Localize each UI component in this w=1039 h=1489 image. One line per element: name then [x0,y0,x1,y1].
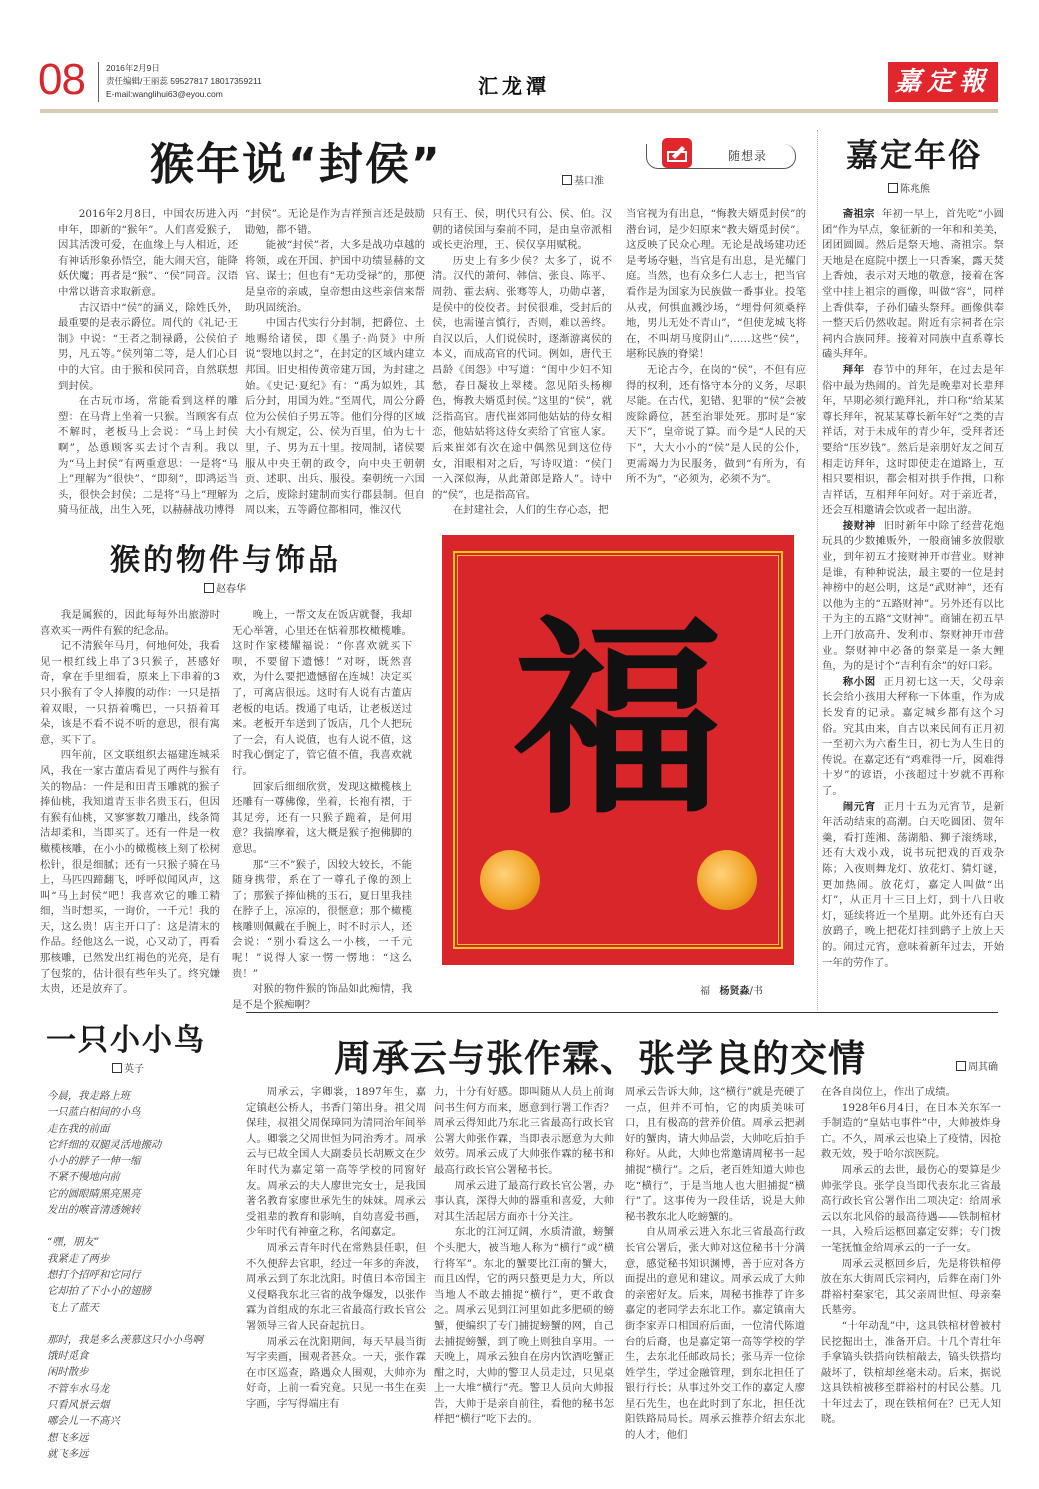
custom-text: 年初一早上，首先吃“小圆团”作为早点，象征新的一年和和美美，团团圆圆。然后是祭天地、斋祖宗。祭天地是在庭院中摆上一只香案，露天焚上香烛，表示对天地的敬意，接着在客堂中挂上祖宗的画像，叫做“容”，同样上香供奉，子孙们磕头祭拜。画像供奉一整天后仍然收起。附近有宗祠者在宗祠内合族同拜。接着对同族中直系尊长磕头拜年。 [822,208,1005,361]
headline-poem: 一只小小鸟 [46,1023,206,1058]
paragraph: 周承云青年时代在常熟县任职，但不久便辞去官职，经过一年多的奔波，周承云到了东北沈阳。时值日本帝国主义侵略我东北三省的战争爆发，以张作霖为首组成的东北三省最高行政长官公署领导三省人民奋起抗日。 [246,1241,426,1332]
poem-line: 我紧走了两步 [47,1252,110,1265]
fu-character: 福 [512,596,723,843]
paragraph: 能被“封侯”者，大多是战功卓越的将领，或在开国、护国中功绩显赫的文官、谋士；但也有“无功受禄”的，那便是皇帝的亲戚，皇帝想由这些亲信来帮助巩固统治。 [245,239,425,314]
paragraph: 周承云灵柩回乡后，先是将铁棺停放在东大街周氏宗祠内，后葬在南门外群裕村秦家宅，其父亲周世恒、母亲秦氏墓旁。 [821,1257,1001,1317]
page-number: 08 [38,55,85,104]
paragraph: 回家后细细欣赏，发现这橄榄核上还雕有一尊佛像，坐着，长袍有褶，于其足旁，还有一只猴子跪着，是何用意？我揣摩着，这大概是猴子抱佛脚的意思。 [232,780,412,855]
custom-keyword: 接财神 [842,519,876,532]
poem-line: 想飞多远 [47,1431,89,1444]
poem-line: 想打个招呼和它同行 [47,1268,141,1281]
custom-keyword: 称小囡 [842,675,876,688]
paragraph: 当官视为有出息，“悔教夫婿觅封侯”的潜台词，是少妇原来“教夫婿觅封侯”。这反映了民众心理。无论是战场建功还是考场夺魁，当官是有出息，是光耀门庭。当然，也有众多仁人志士，把当官看作是为国家为民族做一番事业。投笔从戎，何惧血溅沙场，“埋骨何须桑梓地，男儿无处不青山”，“但使龙城飞将在，不叫胡马度阴山”……这些“侯”，堪称民族的脊梁！ [626,208,806,361]
poem-line: 今晨，我走路上班 [47,1090,131,1102]
custom-text: 旧时新年中除了经营花炮玩具的少数摊贩外，一般商铺多放假歇业，到年初五才接财神开市营业。财神是谁，有种种说法，最主要的一位是封神榜中的赵公明，这是“武财神”，还有以他为主的“五路财神”。另外还有以比干为主的五路“文财神”。商铺在初五早上开门放高升、发利市、祭财神开市营业。祭财神中必备的祭菜是一条大鲤鱼，为的是讨个“吉利有余”的好口彩。 [822,519,1005,673]
badge-label: 随想录 [728,149,768,163]
poem-line: 小小的脖子一伸一缩 [47,1155,141,1168]
customs-column [822,207,1004,971]
headline-hou: 猴年说“封侯” [150,139,442,190]
poem-line: 一只蓝白相间的小鸟 [47,1106,141,1119]
poem-line: 它纤细的双腿灵活地搬动 [47,1138,162,1151]
stanza [47,1088,237,1218]
paragraph: 无论古今，在岗的“侯”，不但有应得的权利，还有恪守本分的义务，尽职尽能。在古代，犯错、犯罪的“侯”会被废除爵位，甚至治罪处死。那时是“家天下”，皇帝说了算。而今是“人民的天下”，大大小小的“侯”是人民的公仆，更需竭力为民服务，做到“有所为，有所不为”，“必须为，必须不为”。 [626,363,806,486]
custom-text: 春节中的拜年，在过去是年俗中最为热闹的。首先是晚辈对长辈拜年，早期必须行跪拜礼，并口称“给某某尊长拜年，祝某某尊长新年好”之类的吉祥话，对于未成年的青少年，受拜者还要给“压岁钱”。然后是亲朋好友之间互相走访拜年，这时即使走在道路上，互相只要相识，都会相对拱手作揖，口称吉祥话，互相拜年问好。对于亲近者，还会互相邀请会饮或者一起出游。 [822,363,1005,517]
poem-line: 那时，我是多么羡慕这只小小鸟啊 [47,1333,203,1346]
byline-hou-name: 基口淮 [574,176,604,187]
essay-column-badge [642,134,802,170]
paragraph: 1928年6月4日，在日本关东军一手制造的“皇姑屯事件”中，大帅被炸身亡。不久，周承云也染上了疫情，因抢救无效，殁于哈尔滨医院。 [821,1101,1001,1161]
poem-line: 闲时散步 [47,1366,89,1379]
byline-zhou [956,1058,998,1073]
custom-section [822,519,1004,675]
poem-line: 哪会儿一不高兴 [47,1415,120,1428]
paragraph: 对猴的物件猴的饰品如此痴情，我是不是个猴痴啊？ [232,983,412,1011]
cartoon-monkey-icon [697,850,757,910]
poem-line: 饿时觅食 [47,1350,89,1363]
paragraph: 在古玩市场，常能看到这样的雕塑：在马背上坐着一只猴。当顾客有点不解时，老板马上会说：“马上封侯啊”，怂恿顾客买去讨个吉利。我以为“马上封侯”有两重意思：一是将“马上”理解为“很快”、“即刻”，即鸿运当头，很快会封侯；二是将“马上”理解为骑马征战，出生入死，以赫赫战功博得 [58,395,238,517]
paragraph: 周承云进了最高行政长官公署，办事认真，深得大帅的器重和喜爱，大帅对其生活起居方面亦十分关注。 [434,1179,614,1223]
custom-keyword: 闹元宵 [842,800,876,813]
zhou-column-4 [821,1085,1001,1428]
byline-zhou-name: 周其确 [968,1062,998,1073]
caption-suffix: /书 [749,986,763,997]
paragraph: “封侯”。无论是作为吉祥预言还是鼓励勖勉，都不错。 [245,208,425,236]
column-separator [817,130,818,1010]
section-name: 汇龙潭 [478,74,550,98]
poem-line: 不管车水马龙 [47,1382,110,1395]
byline-poem-name: 英子 [124,1064,144,1075]
paragraph: 自从周承云进入东北三省最高行政长官公署后，张大帅对这位秘书十分满意，感觉秘书知识渊博，善于应对各方面提出的意见和建议。周承云成了大帅的亲密好友。后来，周秘书推荐了许多嘉定的老同学去东北工作。嘉定镇南大街李家弄口相国府后面，一位清代陈道台的后裔，也是嘉定第一高等学校的学生，去东北任邮政局长；张马弄一位徐姓学生，学过金融管理，到东北担任了银行行长；从事过外交工作的嘉定人廖星石先生，也在此时到了东北，担任沈阳铁路局局长。周承云推荐介绍去东北的人才，他们 [625,1226,805,1442]
monkey-items-column-1 [40,608,220,998]
monkey-items-column-2 [232,608,412,1013]
poem-line: 它的圆眼睛黑亮黑亮 [47,1187,141,1200]
hou-column-1 [58,207,238,519]
paragraph: 那“三不”猴子，因较大较长，不能随身携带，系在了一尊孔子像的颈上了；那猴子捧仙桃的玉石，夏日里我挂在脖子上，凉凉的，很惬意；那个橄榄核雕则佩戴在手腕上，时不时示人，还会说：“别小看这么一小核，一千元呢！”说得人家一愣一愣地：“这么贵！” [232,858,412,980]
paragraph: 周承云的去世，最伤心的要算是少帅张学良。张学良当即代表东北三省最高行政长官公署作出二项决定：给周承云以东北风俗的最高待遇——铁制棺材一具，入殓后运柩回嘉定安葬；专门拨一笔抚恤金给周承云的一子一女。 [821,1163,1001,1254]
paragraph: 在封建社会，人们的生存心态，把 [452,504,609,517]
masthead-info [106,62,262,101]
custom-keyword: 拜年 [842,363,865,376]
stanza [47,1332,237,1462]
custom-text: 正月初七这一天，父母亲长会给小孩用大秤称一下体重，作为成长发育的记录。嘉定城乡都有这个习俗。究其由来，自古以来民间有正月初一至初六为六畜生日，初七为人生日的传说。在嘉定还有“鸡难得一斤，囡难得十岁”的谚语，小孩超过十岁就不再称了。 [822,675,1005,797]
byline-hou [562,172,604,187]
custom-section [822,675,1004,800]
hou-column-4 [626,207,806,488]
newspaper-logo: 嘉定報 [888,62,998,102]
issue-date: 2016年2月9日 [106,63,160,73]
poem-line: 走在我的前面 [47,1122,110,1135]
fu-calligraphy-image [442,535,794,965]
paragraph: 四年前，区文联组织去福建连城采风，我在一家古董店看见了两件与猴有关的物品：一件是和田青玉雕就的猴子捧仙桃，我知道青玉非名贵玉石，但因有猴有仙桃，又寥寥数刀雕出，线条简洁却柔和，当即买了。还有一件是一枚橄榄核雕，在小小的橄榄核上刻了松树松针，很是细腻；还有一只猴子骑在马上，马匹四蹄翻飞，呼呼似闻风声，这叫“马上封侯”吧！我喜欢它的雕工精细，当时想买，一询价，一千元！我的天，这么贵！店主开口了：这是清末的作品。经他这么一说，心又动了，再看那核雕，已然发出红褐色的光亮，是有了包浆的，估计很有些年头了。终究嫌太贵，还是放弃了。 [40,749,220,996]
stanza [47,1234,237,1315]
paragraph: 周承云，字卿裳，1897年生，嘉定镇赵公桥人，书香门第出身。祖父周保珪，叔祖父周保璋同为清同治年间举人。卿裳之父周世恒为同治秀才。周承云与已故全国人大副委员长胡厥文在少年时代为嘉定第一高等学校的同窗好友。周承云的夫人廖世完女士，是我国著名教育家廖世承先生的妹妹。周承云受祖辈的教育和影响，自幼喜爱书画，少年时代有神童之称，名闻嘉定。 [246,1086,426,1239]
masthead-rule [40,109,998,113]
poem-body [47,1088,237,1462]
paragraph: 只有王、侯，明代只有公、侯、伯。汉朝的诸侯国与秦前不同，是由皇帝派相或长吏治理，王、侯仅享用赋税。 [432,208,612,252]
poem-line: 不紧不慢地向前 [47,1171,120,1184]
custom-section [822,363,1004,519]
paragraph: 晚上，一帮文友在饭店就餐，我却无心举箸，心里还在惦着那枚橄榄雕。这时作家楼耀福说：“你喜欢就买下呗，不要留下遗憾！”对呀，既然喜欢，为什么要把遗憾留在连城！决定买了，可离店很远。这时有人说有古董店老板的电话。拨通了电话，让老板送过来。老板开车送到了饭店，几个人把玩了一会，有人说值，也有人说不值，这时我心倒定了，管它值不值，我喜欢就行。 [232,609,412,777]
poem-line: 只看风景云烟 [47,1399,110,1412]
paragraph: 东北的江河辽阔，水质清澈，螃蟹个头肥大，被当地人称为“横行”或“横行将军”。东北的蟹要比江南的蟹大，而且凶悍，它的两只螯更是力大，所以当地人不敢去捕捉“横行”，更不敢食之。周承云见到江河里如此多肥硕的螃蟹，便编织了专门捕捉螃蟹的网，自己去捕捉螃蟹，到了晚上则独自享用。一天晚上，周承云独自在房内饮酒吃蟹正酣之时，大帅的警卫人员走过，只见桌上一大堆“横行”壳。警卫人员向大帅报告，大帅于是亲自前往，看他的秘书怎样把“横行”吃下去的。 [434,1226,614,1426]
headline-zhou: 周承云与张作霖、张学良的交情 [334,1037,866,1080]
caption-title: 福 [700,986,710,997]
paragraph: “十年动乱”中，这具铁棺材曾被村民挖掘出土，准备开启。十几个青壮年手拿镐头铁搭向铁棺敲去，镐头铁搭均敲坏了，铁棺却丝毫未动。后来，据说这具铁棺被移至群裕村的村民公墓。几十年过去了，现在铁棺何在？已无人知晓。 [821,1319,1001,1426]
paragraph: 我是属猴的，因此每每外出旅游时喜欢买一两件有猴的纪念品。 [40,609,220,637]
poem-line: 飞上了蓝天 [47,1301,99,1314]
image-caption [700,982,763,997]
poem-line: “嘿，朋友” [47,1236,100,1249]
byline-customs-name: 陈兆熊 [900,184,930,195]
pencil-note-icon [662,138,692,168]
byline-poem [112,1060,144,1075]
paragraph: 周承云告诉大帅，这“横行”就是壳硬了一点，但并不可怕，它的肉质美味可口，且有极高的营养价值。周承云把剥好的蟹肉，请大帅品尝，大帅吃后拍手称好。从此，大帅也常邀请周秘书一起捕捉“横行”。之后，老百姓知道大帅也吃“横行”，于是当地人也大胆捕捉“横行”了。这事传为一段佳话，说是大帅秘书教东北人吃螃蟹的。 [625,1086,805,1223]
masthead-divider [98,62,99,102]
headline-monkey-items: 猴的物件与饰品 [110,543,341,578]
custom-keyword: 斋祖宗 [842,208,875,220]
paragraph: 在各自岗位上，作出了成绩。 [821,1086,957,1098]
caption-author: 杨贤淼 [719,986,750,997]
paragraph: 周承云在沈阳期间，每天早晨当街写字卖画，围观者甚众。一天，张作霖在市区巡查，路遇众人围观，大帅亦为好奇，上前一看究竟。只见一书生在卖字画，字写得端庄有 [246,1335,426,1410]
zhou-column-2 [434,1085,614,1428]
byline-customs [888,180,930,195]
paragraph: 历史上有多少侯？太多了，说不清。汉代的萧何、韩信、张良、陈平、周勃、霍去病、张骞等人，功勋卓著，是侯中的佼佼者。封侯很难，受封后的侯，也需谨言慎行，否则，难以善终。自汉以后，人们说侯时，逐渐游离侯的本义，而成高官的代词。例如，唐代王昌龄《闺怨》中写道：“闺中少妇不知愁，春日凝妆上翠楼。忽见陌头杨柳色，悔教夫婿觅封侯。”这里的“侯”，就泛指高官。唐代崔郊同他姑姑的侍女相恋，他姑姑将这侍女卖给了官宦人家。后来崔郊有次在途中偶然见到这位侍女，泪眼相对之后，写诗叹道：“侯门一入深似海，从此萧郎是路人”。诗中的“侯”，也是指高官。 [432,254,612,501]
custom-text: 正月十五为元宵节，是新年活动结束的高潮。白天吃圆团、贺年羹，看打莲湘、荡湖船、狮子滚绣球，还有大戏小戏，说书玩把戏的百戏杂陈；入夜则舞龙灯、放花灯、猜灯谜，更加热闹。放花灯，嘉定人叫做“出灯”，从正月十三日上灯，到十八日收灯，延续将近一个星期。此外还有白天放鹞子，晚上把花灯挂到鹞子上放上天的。闹过元宵，意味着新年过去，开始一年的劳作了。 [822,800,1005,969]
paragraph: 古汉语中“侯”的涵义，除姓氏外，最重要的是表示爵位。周代的《礼记·王制》中说：“王者之制禄爵，公侯伯子男，凡五等。”侯列第二等，是人们心目中的大官。由于猴和侯同音，自然联想到封侯。 [58,301,238,392]
paragraph: 记不清猴年马月，何地何处，我看见一根红线上串了3只猴子，甚感好奇，拿在手里细看，原来上下串着的3只小猴有了令人捧腹的动作：一只是捂着双眼，一只捂着嘴巴，一只捂着耳朵，该是不看不说不听的意思，很有寓意，买下了。 [40,640,220,746]
editor-line: 责任编辑/王丽蕊 59527817 18017359211 [106,76,262,86]
custom-section [822,207,1004,363]
cartoon-monkey-icon [480,850,540,910]
hou-column-2 [245,207,425,519]
custom-section [822,800,1004,972]
poem-line: 就飞多远 [47,1447,89,1460]
section-rule [246,1012,998,1013]
byline-monkey-items-name: 赵春华 [216,584,246,595]
email-line: E-mail:wanglihui63@eyou.com [106,89,223,99]
poem-line: 它却拍了下小小的翅膀 [47,1285,151,1298]
headline-customs: 嘉定年俗 [846,136,983,174]
paragraph: 中国古代实行分封制，把爵位、土地赐给诸侯，即《墨子·尚贤》中所说“裂地以封之”，在封定的区域内建立邦国。旧史相传黄帝建万国，为封建之始。《史记·夏纪》有：“禹为姒姓，其后分封，用国为姓。”至周代，周公分爵位为公侯伯子男五等。他们分得的区域大小有规定，公、侯为百里，伯为七十里，子、男为五十里。按周制，诸侯要服从中央王朝的政令，向中央王朝朝贡、述职、出兵、服役。秦朝统一六国之后，废除封建制而实行郡县制。但自周以来，五等爵位都相同，惟汉代 [245,317,425,517]
paragraph: 力，十分有好感。即叫随从人员上前询问书生何方而来，愿意到行署工作否？周承云得知此乃东北三省最高行政长官公署大帅张作霖，当即表示愿意为大帅效劳。周承云成了大帅张作霖的秘书和最高行政长官公署秘书长。 [434,1086,614,1176]
paragraph: 2016年2月8日，中国农历进入丙申年，即新的“猴年”。人们喜爱猴子，因其活泼可爱，在血缘上与人相近，还有神话形象孙悟空，能大闹天宫，能降妖伏魔；再者是“猴”、“侯”同音。汉语中常以谐音求取新意。 [58,208,238,298]
byline-monkey-items [204,580,246,595]
zhou-column-3 [625,1085,805,1444]
poem-line: 发出的喉音清透婉转 [47,1204,141,1217]
hou-column-3 [432,207,612,519]
zhou-column-1 [246,1085,426,1412]
